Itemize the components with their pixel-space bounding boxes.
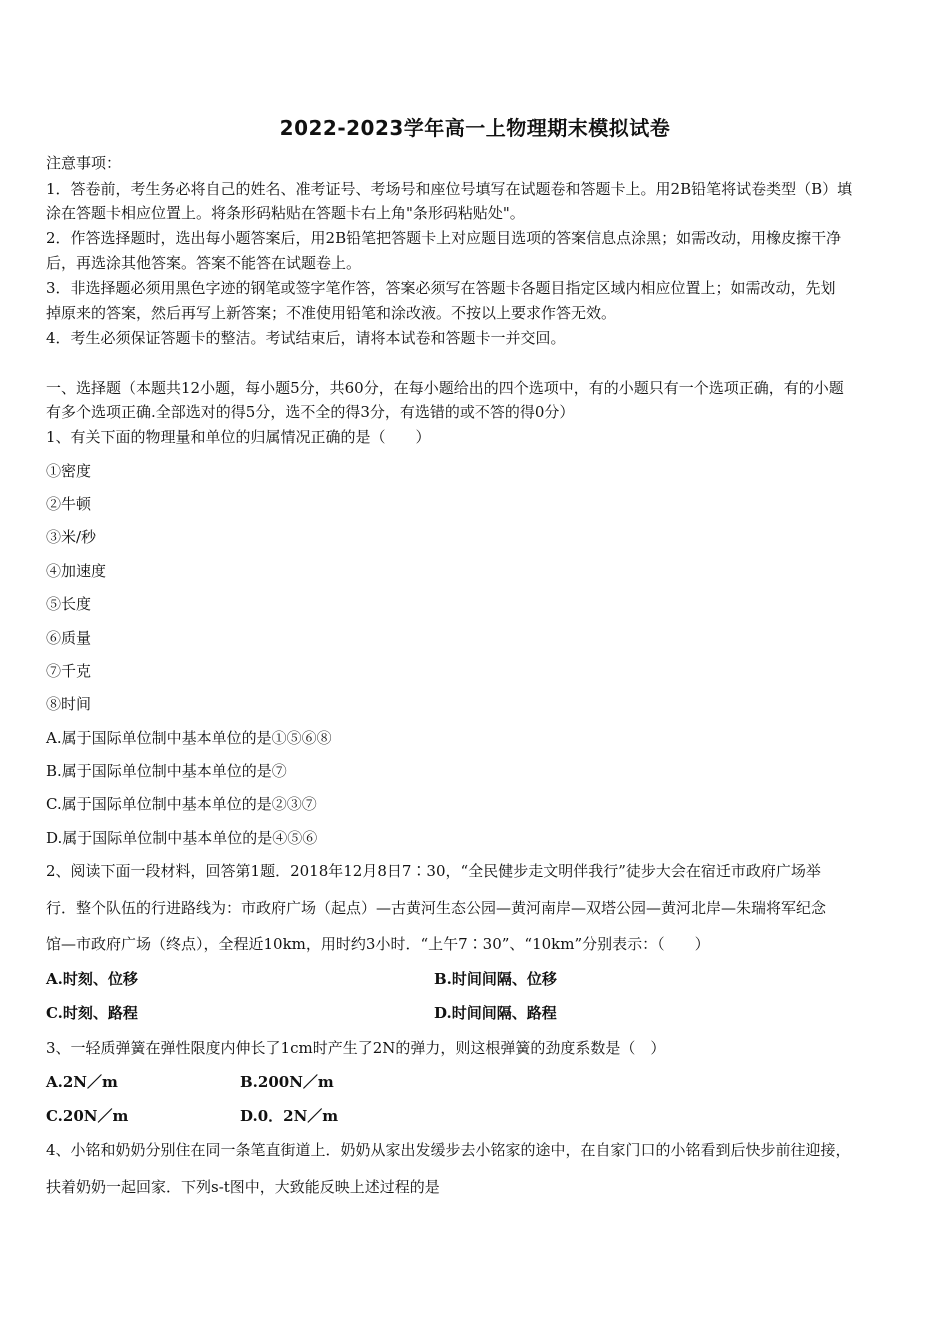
q2-option-a: A.时刻、位移 <box>46 970 138 988</box>
notice-line: 后，再选涂其他答案。答案不能答在试题卷上。 <box>46 254 362 272</box>
q1-option-d: D.属于国际单位制中基本单位的是④⑤⑥ <box>46 829 318 847</box>
question-2-stem: 2、阅读下面一段材料，回答第1题．2018年12月8日7∶30，“全民健步走文明伴我行”徒步大会在宿迁市政府广场举 <box>46 862 821 880</box>
notice-line: 4．考生必须保证答题卡的整洁。考试结束后，请将本试卷和答题卡一并交回。 <box>46 329 566 347</box>
q1-item: ①密度 <box>46 462 92 480</box>
q1-item: ⑦千克 <box>46 662 92 680</box>
section-heading: 有多个选项正确.全部选对的得5分，选不全的得3分，有选错的或不答的得0分） <box>46 403 575 421</box>
q3-option-d: D.0．2N／m <box>240 1107 339 1125</box>
question-1-stem: 1、有关下面的物理量和单位的归属情况正确的是（ ） <box>46 428 431 446</box>
notice-line: 1．答卷前，考生务必将自己的姓名、准考证号、考场号和座位号填写在试题卷和答题卡上。用2B铅笔将试卷类型（B）填 <box>46 180 853 198</box>
q1-item: ⑧时间 <box>46 695 92 713</box>
q1-item: ④加速度 <box>46 562 107 580</box>
q3-option-a: A.2N／m <box>46 1073 118 1091</box>
q2-option-d: D.时间间隔、路程 <box>434 1004 557 1022</box>
question-3-stem: 3、一轻质弹簧在弹性限度内伸长了1cm时产生了2N的弹力，则这根弹簧的劲度系数是（ ） <box>46 1039 666 1057</box>
q1-option-b: B.属于国际单位制中基本单位的是⑦ <box>46 762 287 780</box>
question-4-stem: 4、小铭和奶奶分别住在同一条笔直街道上．奶奶从家出发缓步去小铭家的途中，在自家门口的小铭看到后快步前往迎接， <box>46 1141 851 1159</box>
notice-line: 掉原来的答案，然后再写上新答案；不准使用铅笔和涂改液。不按以上要求作答无效。 <box>46 304 617 322</box>
notice-line: 2．作答选择题时，选出每小题答案后，用2B铅笔把答题卡上对应题目选项的答案信息点涂黑；如需改动，用橡皮擦干净 <box>46 229 842 247</box>
q1-item: ③米/秒 <box>46 528 97 546</box>
q1-item: ②牛顿 <box>46 495 92 513</box>
q2-option-c: C.时刻、路程 <box>46 1004 138 1022</box>
q2-option-b: B.时间间隔、位移 <box>434 970 557 988</box>
question-2-stem: 馆—市政府广场（终点），全程近10km，用时约3小时．“上午7∶30”、“10km”分别表示：（ ） <box>46 935 710 953</box>
q3-option-b: B.200N／m <box>240 1073 334 1091</box>
section-heading: 一、选择题（本题共12小题，每小题5分，共60分，在每小题给出的四个选项中，有的小题只有一个选项正确，有的小题 <box>46 379 844 397</box>
page-title: 2022-2023学年高一上物理期末模拟试卷 <box>279 116 671 140</box>
q1-option-a: A.属于国际单位制中基本单位的是①⑤⑥⑧ <box>46 729 332 747</box>
q1-item: ⑤长度 <box>46 595 92 613</box>
q1-item: ⑥质量 <box>46 629 92 647</box>
notice-heading: 注意事项： <box>46 154 122 172</box>
notice-line: 涂在答题卡相应位置上。将条形码粘贴在答题卡右上角"条形码粘贴处"。 <box>46 204 525 222</box>
q1-option-c: C.属于国际单位制中基本单位的是②③⑦ <box>46 795 317 813</box>
question-4-stem: 扶着奶奶一起回家．下列s-t图中，大致能反映上述过程的是 <box>46 1178 440 1196</box>
q3-option-c: C.20N／m <box>46 1107 129 1125</box>
question-2-stem: 行．整个队伍的行进路线为：市政府广场（起点）—古黄河生态公园—黄河南岸—双塔公园—黄河北岸—朱瑞将军纪念 <box>46 899 827 917</box>
notice-line: 3．非选择题必须用黑色字迹的钢笔或签字笔作答，答案必须写在答题卡各题目指定区域内相应位置上；如需改动，先划 <box>46 279 836 297</box>
